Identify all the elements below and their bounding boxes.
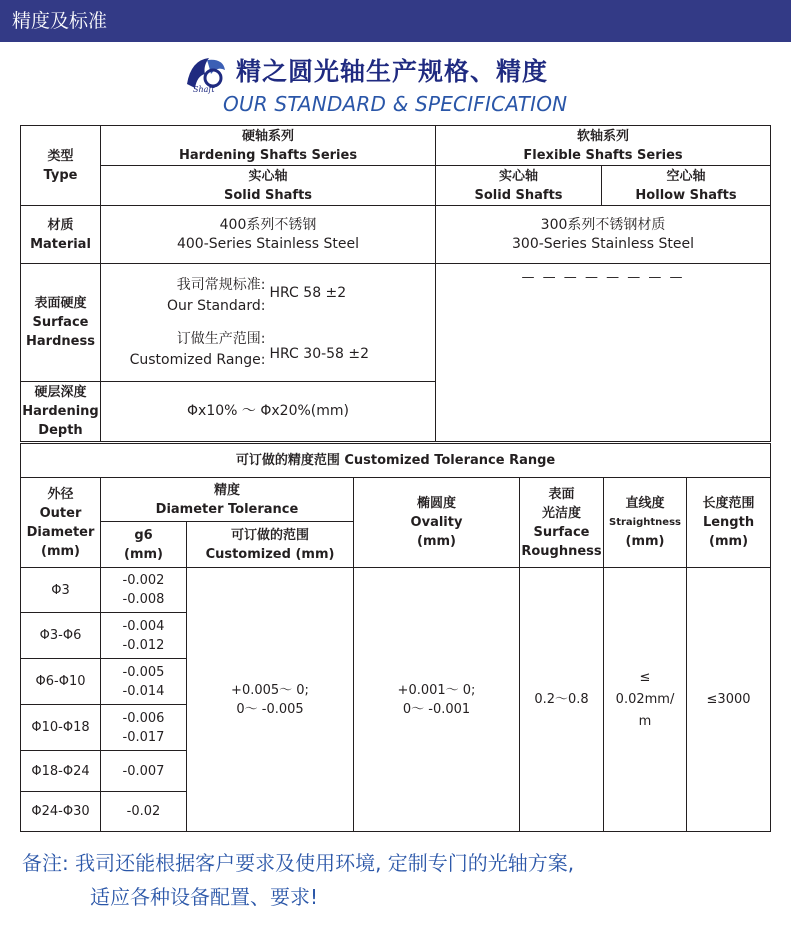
- ovality-value-1: +0.001～ 0;: [397, 682, 476, 698]
- hardening-series-zh: 硬轴系列: [242, 128, 295, 144]
- g6-cell: -0.007: [101, 751, 187, 792]
- banner-title-en: OUR STANDARD & SPECIFICATION: [223, 92, 568, 116]
- custom-value-1: +0.005～ 0;: [231, 682, 309, 698]
- material-flex-zh: 300系列不锈钢材质: [540, 216, 666, 233]
- col-straightness: [604, 478, 687, 568]
- col-surface-en1: Surface: [533, 524, 590, 540]
- g6-cell: [101, 568, 187, 613]
- diameter-cell: Φ3-Φ6: [21, 613, 101, 659]
- diameter-cell: Φ6-Φ10: [21, 659, 101, 705]
- surface-hardness-label: [21, 264, 101, 382]
- col-length-en: Length: [702, 515, 755, 530]
- material-hard-zh: 400系列不锈钢: [219, 216, 317, 233]
- table-row: [21, 568, 771, 613]
- depth-label-en1: Hardening: [22, 404, 99, 419]
- tolerance-title-text: 可订做的精度范围 Customized Tolerance Range: [235, 453, 556, 468]
- custom-range-value: HRC 30-58 ±2: [269, 345, 370, 362]
- diameter-cell: Φ3: [21, 568, 101, 613]
- col-length-unit: (mm): [709, 534, 749, 549]
- length-value: ≤3000: [706, 692, 751, 707]
- solid-zh: 实心轴: [248, 168, 288, 184]
- footer-note-line2: 适应各种设备配置、要求!: [90, 885, 319, 909]
- flexible-series-zh: 软轴系列: [577, 128, 630, 144]
- custom-range-en: Customized Range:: [129, 351, 266, 368]
- hardness-values: [268, 264, 436, 382]
- banner: [0, 52, 791, 92]
- col-ovality-en: Ovality: [410, 515, 463, 530]
- solid-shafts-hard: [101, 166, 436, 206]
- hardening-series-en: Hardening Shafts Series: [178, 147, 358, 163]
- material-hard-en: 400-Series Stainless Steel: [176, 235, 360, 252]
- roughness-cell: [520, 568, 604, 832]
- col-outer-en2: Diameter: [26, 524, 95, 540]
- g6-cell: [101, 613, 187, 659]
- ovality-value-2: 0～ -0.001: [402, 701, 471, 717]
- type-label: [21, 126, 101, 206]
- our-standard-value: HRC 58 ±2: [269, 284, 347, 301]
- straightness-2: 0.02mm/: [615, 691, 675, 707]
- hollow-zh: 空心轴: [666, 168, 706, 184]
- col-ovality-unit: (mm): [417, 534, 456, 549]
- col-surface-en2: Roughness: [521, 543, 602, 559]
- col-length: [687, 478, 771, 568]
- straightness-cell: [604, 568, 687, 832]
- diameter-cell: Φ24-Φ30: [21, 792, 101, 832]
- tolerance-table: [20, 443, 771, 832]
- col-ovality: [354, 478, 520, 568]
- solid-en: Solid Shafts: [223, 187, 313, 203]
- type-label-en: Type: [43, 167, 78, 183]
- customized-range-cell: [187, 568, 354, 832]
- g6-lower: -0.012: [122, 637, 165, 653]
- material-label-zh: 材质: [47, 217, 74, 233]
- solid-shafts-flex: [436, 166, 602, 206]
- diameter-cell: Φ10-Φ18: [21, 705, 101, 751]
- col-outer-en1: Outer: [39, 505, 82, 521]
- flexible-series-en: Flexible Shafts Series: [523, 147, 683, 163]
- g6-upper: -0.002: [122, 573, 165, 588]
- jingzhiyuan-logo-icon: [183, 54, 229, 94]
- col-ovality-zh: 椭圆度: [416, 496, 456, 511]
- depth-label-zh: 硬层深度: [34, 385, 87, 400]
- banner-title-zh: 精之圆光轴生产规格、精度: [236, 57, 549, 86]
- depth-label: [21, 382, 101, 442]
- col-straight-en: Straightness: [609, 517, 681, 528]
- col-precision: [101, 478, 354, 522]
- header-bar: [0, 0, 791, 42]
- g6-cell: -0.02: [101, 792, 187, 832]
- flex-hardness-empty: [436, 264, 771, 442]
- g6-lower: -0.014: [122, 683, 165, 699]
- col-length-zh: 长度范围: [702, 496, 755, 511]
- footer-note-line1: 备注: 我司还能根据客户要求及使用环境, 定制专门的光轴方案,: [22, 851, 575, 875]
- straightness-1: ≤: [639, 669, 651, 685]
- g6-upper: -0.006: [122, 710, 165, 726]
- col-straight-zh: 直线度: [625, 496, 665, 511]
- surface-hardness-zh: 表面硬度: [34, 296, 87, 311]
- custom-range-zh: 订做生产范围:: [176, 330, 266, 347]
- depth-value: [101, 382, 436, 442]
- type-label-zh: 类型: [47, 148, 74, 164]
- ovality-cell: [354, 568, 520, 832]
- flexible-series-header: [436, 126, 771, 166]
- col-surface-roughness: [520, 478, 604, 568]
- hardening-series-header: [101, 126, 436, 166]
- hardness-labels: [101, 264, 268, 382]
- diameter-cell: Φ18-Φ24: [21, 751, 101, 792]
- our-standard-en: Our Standard:: [166, 297, 266, 314]
- material-label: [21, 206, 101, 264]
- surface-hardness-en1: Surface: [32, 315, 89, 330]
- material-flex: [436, 206, 771, 264]
- col-outer-diameter: [21, 478, 101, 568]
- surface-hardness-en2: Hardness: [26, 334, 95, 349]
- col-g6-label: g6: [134, 527, 153, 543]
- g6-lower: -0.017: [122, 729, 165, 745]
- col-custom-zh: 可订做的范围: [230, 527, 309, 543]
- header-title: 精度及标准: [12, 10, 108, 32]
- col-g6: [101, 522, 187, 568]
- material-hard: [101, 206, 436, 264]
- g6-cell: [101, 659, 187, 705]
- depth-value-text: Φx10% ～ Φx20%(mm): [187, 403, 349, 419]
- depth-label-en2: Depth: [38, 423, 83, 438]
- g6-cell: [101, 705, 187, 751]
- g6-upper: -0.004: [122, 618, 165, 634]
- hollow-en: Hollow Shafts: [635, 187, 737, 203]
- our-standard-zh: 我司常规标准:: [176, 276, 266, 293]
- solid2-en: Solid Shafts: [474, 187, 563, 203]
- material-flex-en: 300-Series Stainless Steel: [512, 235, 695, 252]
- col-g6-unit: (mm): [124, 546, 163, 562]
- tolerance-title: [21, 444, 771, 478]
- col-customized: [187, 522, 354, 568]
- col-precision-en: Diameter Tolerance: [155, 501, 299, 517]
- footer-note: [22, 846, 574, 914]
- custom-value-2: 0～ -0.005: [236, 701, 304, 717]
- col-surface-zh1: 表面: [548, 486, 575, 502]
- roughness-value: 0.2～0.8: [534, 692, 589, 707]
- length-cell: [687, 568, 771, 832]
- material-label-en: Material: [30, 236, 91, 252]
- col-precision-zh: 精度: [213, 482, 240, 498]
- col-outer-unit: (mm): [41, 543, 80, 559]
- straightness-3: m: [638, 713, 652, 729]
- solid2-zh: 实心轴: [499, 168, 539, 184]
- col-custom-en: Customized (mm): [205, 546, 335, 562]
- col-straight-unit: (mm): [625, 534, 665, 549]
- hollow-shafts: [602, 166, 771, 206]
- spec-table: [20, 125, 771, 442]
- col-surface-zh2: 光洁度: [541, 505, 581, 521]
- g6-lower: -0.008: [122, 592, 165, 607]
- col-outer-zh: 外径: [47, 486, 74, 502]
- svg-text:Shaft: Shaft: [193, 85, 215, 94]
- flex-hardness-dash: — — — — — — — —: [521, 269, 685, 285]
- g6-upper: -0.005: [122, 664, 165, 680]
